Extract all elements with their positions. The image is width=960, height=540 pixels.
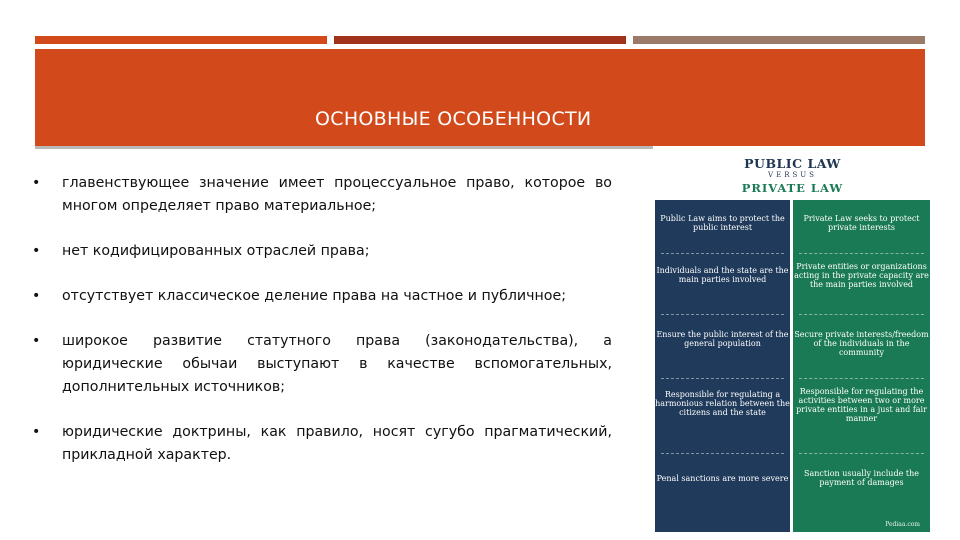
- title-banner: [35, 49, 925, 146]
- infographic-versus: VERSUS: [768, 171, 817, 179]
- infographic-title-public: PUBLIC LAW: [744, 156, 841, 171]
- bullet-marker: •: [32, 288, 41, 304]
- public-law-column: [655, 200, 790, 532]
- infographic-title-private: PRIVATE LAW: [741, 181, 844, 195]
- bullet-item: [32, 240, 612, 263]
- slide-title: ОСНОВНЫЕ ОСОБЕННОСТИ: [315, 108, 592, 130]
- title-banner-shadow: [35, 146, 653, 149]
- private-law-cell: Private entities or organizations acting in the private capacity are the main parties involved: [794, 262, 929, 289]
- bullet-marker: •: [32, 243, 41, 259]
- infographic-credit: Pediaa.com: [885, 521, 920, 528]
- bullet-text: главенствующее значение имеет процессуальное право, которое во многом определяет право материальное;: [62, 175, 612, 214]
- bullet-marker: •: [32, 175, 41, 191]
- cell-divider: [799, 253, 924, 254]
- private-law-cell: Sanction usually include the payment of damages: [804, 469, 919, 487]
- bullet-text: отсутствует классическое деление права на частное и публичное;: [62, 288, 566, 304]
- bullet-item: [32, 172, 612, 218]
- cell-divider: [661, 253, 784, 254]
- private-law-column: [793, 200, 930, 532]
- accent-bar-middle: [334, 36, 626, 44]
- public-law-cell: Individuals and the state are the main parties involved: [656, 266, 789, 284]
- private-law-cell: Responsible for regulating the activities between two or more private entities in a just and fair manner: [796, 387, 927, 423]
- bullet-marker: •: [32, 424, 41, 440]
- bullet-item: [32, 421, 612, 467]
- public-law-cell: Penal sanctions are more severe: [656, 474, 789, 483]
- accent-bar-left: [35, 36, 327, 44]
- cell-divider: [799, 453, 924, 454]
- bullet-item: [32, 330, 612, 399]
- bullet-text: широкое развитие статутного права (законодательства), а юридические обычаи выступают в качестве вспомогательных, дополнительных источников;: [62, 333, 612, 395]
- accent-bar-right: [633, 36, 925, 44]
- bullet-text: нет кодифицированных отраслей права;: [62, 243, 370, 259]
- private-law-cell: Private Law seeks to protect private interests: [803, 214, 920, 232]
- bullet-marker: •: [32, 333, 41, 349]
- public-law-cell: Ensure the public interest of the general population: [656, 330, 789, 348]
- private-law-cell: Secure private interests/freedom of the individuals in the community: [794, 330, 929, 357]
- public-vs-private-law-infographic: [655, 150, 930, 532]
- cell-divider: [661, 378, 784, 379]
- bullet-text: юридические доктрины, как правило, носят сугубо прагматический, прикладной характер.: [62, 424, 612, 463]
- cell-divider: [799, 314, 924, 315]
- bullet-item: [32, 285, 612, 308]
- cell-divider: [799, 378, 924, 379]
- bullet-list: [32, 172, 612, 489]
- public-law-cell: Public Law aims to protect the public interest: [660, 214, 785, 232]
- public-law-cell: Responsible for regulating a harmonious relation between the citizens and the state: [655, 390, 790, 417]
- cell-divider: [661, 314, 784, 315]
- cell-divider: [661, 453, 784, 454]
